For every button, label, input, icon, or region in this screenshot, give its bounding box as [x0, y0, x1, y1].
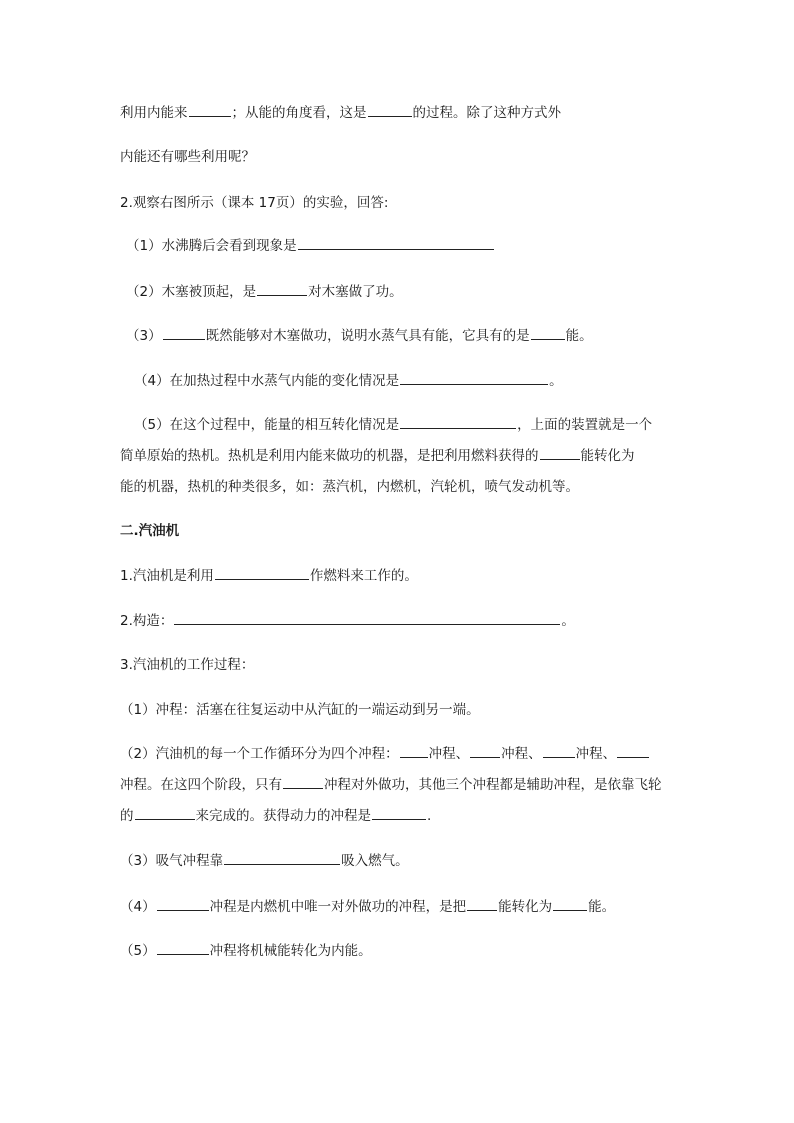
text: 能。	[565, 328, 593, 344]
text: （3）吸气冲程靠	[120, 853, 224, 869]
text: 2.构造：	[120, 613, 174, 629]
text: （5）	[120, 943, 156, 959]
question-2	[120, 193, 388, 213]
question-2-5-line2	[120, 445, 635, 466]
text: 能。	[588, 899, 616, 915]
text: 简单原始的热机。热机是利用内能来做功的机器，是把利用燃料获得的	[120, 448, 539, 464]
fill-blank[interactable]	[189, 102, 231, 117]
text: 冲程。在这四个阶段，只有	[120, 777, 282, 793]
text: （1）冲程：活塞在往复运动中从汽缸的一端运动到另一端。	[120, 702, 480, 718]
text: 能的机器，热机的种类很多，如：蒸汽机，内燃机，汽轮机，喷气发动机等。	[120, 479, 579, 495]
section-title	[120, 521, 179, 541]
gas-3-3	[120, 850, 409, 871]
text: （4）	[120, 899, 156, 915]
question-2-2	[126, 281, 403, 302]
gas-2	[120, 610, 575, 631]
fill-blank[interactable]	[543, 743, 575, 758]
fill-blank[interactable]	[157, 896, 209, 911]
text: 利用内能来	[120, 105, 188, 121]
text: 来完成的。获得动力的冲程是	[195, 808, 371, 824]
fill-blank[interactable]	[368, 102, 412, 117]
fill-blank[interactable]	[163, 325, 205, 340]
fill-blank[interactable]	[283, 774, 323, 789]
fill-blank[interactable]	[224, 850, 340, 865]
gas-3-2	[120, 743, 650, 764]
fill-blank[interactable]	[298, 235, 494, 250]
question-2-3	[126, 325, 593, 346]
text: 能转化为	[498, 899, 553, 915]
text: 冲程是内燃机中唯一对外做功的冲程，是把	[209, 899, 467, 915]
line-p2	[120, 147, 255, 167]
fill-blank[interactable]	[257, 281, 307, 296]
question-2-1	[126, 235, 495, 256]
text: 冲程对外做功，其他三个冲程都是辅助冲程，是依靠飞轮	[324, 777, 662, 793]
text: （2）汽油机的每一个工作循环分为四个冲程：	[120, 746, 399, 762]
fill-blank[interactable]	[617, 743, 649, 758]
fill-blank[interactable]	[157, 940, 209, 955]
text: 能转化为	[580, 448, 635, 464]
gas-1	[120, 565, 418, 586]
fill-blank[interactable]	[400, 743, 428, 758]
fill-blank[interactable]	[553, 896, 587, 911]
text: （4）在加热过程中水蒸气内能的变化情况是	[134, 373, 400, 389]
text: 吸入燃气。	[341, 853, 409, 869]
gas-3-5	[120, 940, 372, 961]
text: 冲程、	[428, 746, 470, 762]
text: （1）水沸腾后会看到现象是	[126, 238, 297, 254]
text: （2）木塞被顶起，是	[126, 284, 257, 300]
fill-blank[interactable]	[215, 565, 309, 580]
fill-blank[interactable]	[531, 325, 565, 340]
fill-blank[interactable]	[135, 805, 195, 820]
text: 冲程、	[501, 746, 542, 762]
text: 对木塞做了功。	[308, 284, 403, 300]
fill-blank[interactable]	[400, 414, 516, 429]
text: 3.汽油机的工作过程：	[120, 657, 255, 673]
question-2-5	[134, 414, 652, 435]
text: ；从能的角度看，这是	[231, 105, 367, 121]
text: （3）	[126, 328, 162, 344]
text: 。	[561, 613, 575, 629]
question-2-5-line3	[120, 477, 579, 497]
fill-blank[interactable]	[467, 896, 497, 911]
text: 作燃料来工作的。	[309, 568, 418, 584]
text: 。	[549, 373, 563, 389]
text: 的过程。除了这种方式外	[412, 105, 561, 121]
text: 的	[120, 808, 134, 824]
gas-3-4	[120, 896, 615, 917]
fill-blank[interactable]	[174, 610, 560, 625]
text: 冲程、	[575, 746, 617, 762]
text: 二.汽油机	[120, 523, 180, 539]
text: 既然能够对木塞做功，说明水蒸气具有能，它具有的是	[205, 328, 530, 344]
gas-3-2-line3	[120, 805, 431, 826]
text: 冲程将机械能转化为内能。	[209, 943, 372, 959]
fill-blank[interactable]	[400, 370, 548, 385]
gas-3-2-line2	[120, 774, 662, 795]
text: ，上面的装置就是一个	[517, 417, 653, 433]
fill-blank[interactable]	[372, 805, 426, 820]
fill-blank[interactable]	[540, 445, 580, 460]
text: （5）在这个过程中，能量的相互转化情况是	[134, 417, 400, 433]
gas-3-1	[120, 700, 480, 720]
text: 2.观察右图所示（课本 17页）的实验，回答:	[120, 195, 389, 211]
text: 内能还有哪些利用呢？	[120, 149, 255, 165]
question-2-4	[134, 370, 563, 391]
text: 1.汽油机是利用	[120, 568, 214, 584]
gas-3	[120, 655, 254, 675]
line-p1	[120, 102, 561, 123]
text: .	[427, 808, 432, 824]
fill-blank[interactable]	[470, 743, 500, 758]
